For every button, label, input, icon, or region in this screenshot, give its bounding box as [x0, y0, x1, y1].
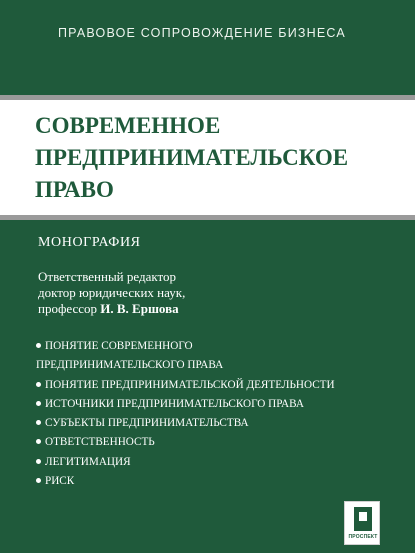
- topic-item: [36, 337, 335, 356]
- editor-name: И. В. Ершова: [100, 301, 179, 316]
- topic-label: РИСК: [45, 475, 75, 488]
- editor-block: [38, 269, 185, 317]
- topic-item: [36, 453, 335, 472]
- topic-item: [36, 433, 335, 452]
- topic-label: СУБЪЕКТЫ ПРЕДПРИНИМАТЕЛЬСТВА: [45, 417, 249, 430]
- genre-label: МОНОГРАФИЯ: [38, 235, 141, 250]
- publisher-name: ПРОСПЕКТ: [348, 534, 378, 540]
- topic-label: ЛЕГИТИМАЦИЯ: [45, 455, 131, 468]
- bullet-icon: [36, 439, 41, 444]
- title-line-3: ПРАВО: [35, 177, 114, 202]
- topic-label: ИСТОЧНИКИ ПРЕДПРИНИМАТЕЛЬСКОГО ПРАВА: [45, 397, 304, 410]
- topic-item: [36, 472, 335, 491]
- topic-label: ПРЕДПРИНИМАТЕЛЬСКОГО ПРАВА: [36, 359, 224, 372]
- bullet-icon: [36, 420, 41, 425]
- editor-role: Ответственный редактор: [38, 269, 177, 284]
- bullet-icon: [36, 382, 41, 387]
- publisher-logo: [344, 501, 380, 545]
- publisher-mark-icon: [354, 507, 372, 531]
- editor-title-line: [38, 301, 185, 317]
- topic-label: ОТВЕТСТВЕННОСТЬ: [45, 436, 155, 449]
- editor-rank: профессор: [38, 301, 101, 316]
- topic-item: [36, 395, 335, 414]
- title-line-1: СОВРЕМЕННОЕ: [35, 113, 221, 138]
- topic-item-continuation: [36, 356, 335, 375]
- bullet-icon: [36, 343, 41, 348]
- topic-item: [36, 376, 335, 395]
- topic-item: [36, 414, 335, 433]
- topics-list: [36, 337, 335, 491]
- series-title: ПРАВОВОЕ СОПРОВОЖДЕНИЕ БИЗНЕСА: [58, 26, 346, 40]
- topic-label: ПОНЯТИЕ СОВРЕМЕННОГО: [45, 340, 193, 352]
- editor-degree: доктор юридических наук,: [38, 285, 186, 300]
- bullet-icon: [36, 459, 41, 464]
- topic-label: ПОНЯТИЕ ПРЕДПРИНИМАТЕЛЬСКОЙ ДЕЯТЕЛЬНОСТИ: [45, 378, 335, 391]
- title-line-2: ПРЕДПРИНИМАТЕЛЬСКОЕ: [35, 145, 349, 170]
- title-band: [0, 95, 415, 220]
- bullet-icon: [36, 478, 41, 483]
- bullet-icon: [36, 401, 41, 406]
